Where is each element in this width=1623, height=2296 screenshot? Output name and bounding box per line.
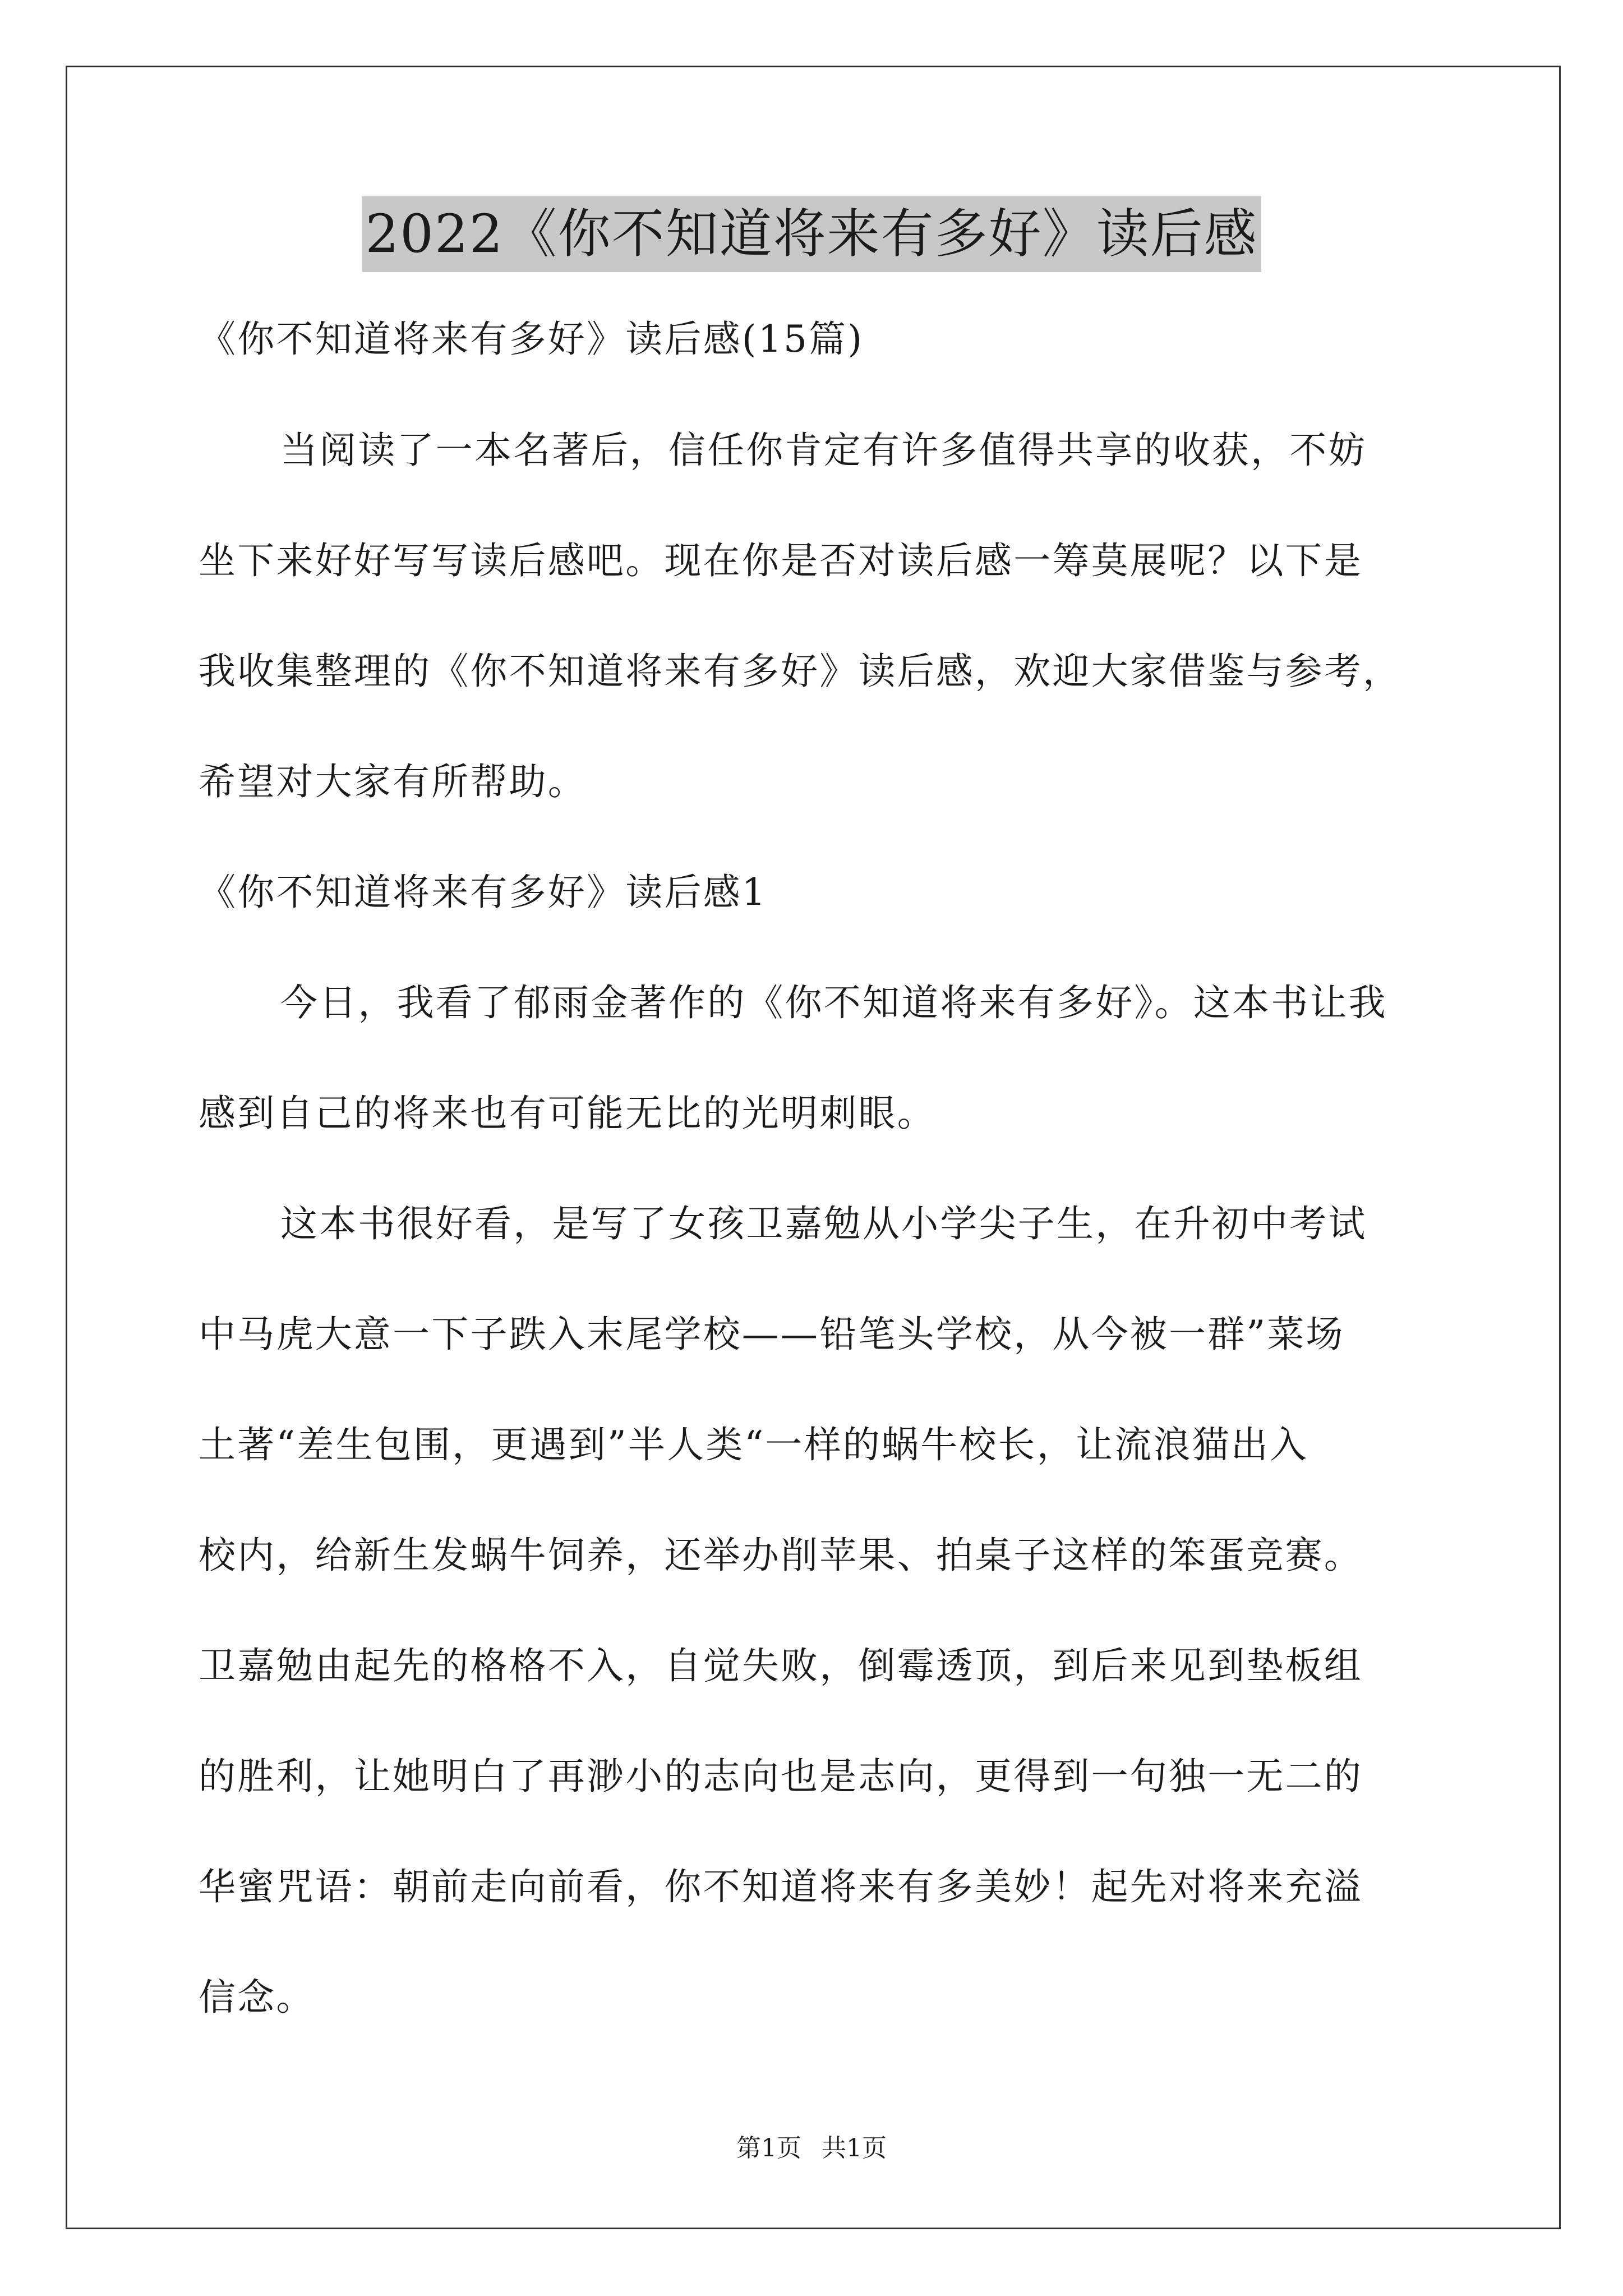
paragraph-line: 今日，我看了郁雨金著作的《你不知道将来有多好》。这本书让我: [280, 981, 1387, 1024]
paragraph-line: 卫嘉勉由起先的格格不入，自觉失败，倒霉透顶，到后来见到垫板组: [199, 1644, 1363, 1687]
paragraph-line: 华蜜咒语：朝前走向前看，你不知道将来有多美妙！起先对将来充溢: [199, 1865, 1363, 1908]
document-title: 2022《你不知道将来有多好》读后感: [362, 196, 1261, 272]
title-container: [0, 196, 1623, 272]
intro-line: 我收集整理的《你不知道将来有多好》读后感，欢迎大家借鉴与参考，: [199, 650, 1402, 693]
paragraph-line: 土著“差生包围，更遇到”半人类“一样的蜗牛校长，让流浪猫出入: [199, 1423, 1309, 1466]
page-number-current: 第1页: [736, 2134, 801, 2162]
paragraph-line: 感到自己的将来也有可能无比的光明刺眼。: [199, 1092, 936, 1135]
paragraph-line: 中马虎大意一下子跌入末尾学校——铅笔头学校，从今被一群”菜场: [199, 1313, 1345, 1356]
paragraph-line: 的胜利，让她明白了再渺小的志向也是志向，更得到一句独一无二的: [199, 1755, 1363, 1798]
document-subtitle: 《你不知道将来有多好》读后感(15篇): [199, 318, 864, 361]
paragraph-line: 校内，给新生发蜗牛饲养，还举办削苹果、拍桌子这样的笨蛋竞赛。: [199, 1534, 1363, 1577]
intro-line: 当阅读了一本名著后，信任你肯定有许多值得共享的收获，不妨: [280, 429, 1367, 472]
page-footer: [0, 2132, 1623, 2165]
paragraph-line: 这本书很好看，是写了女孩卫嘉勉从小学尖子生，在升初中考试: [280, 1202, 1367, 1245]
intro-line: 希望对大家有所帮助。: [199, 760, 587, 803]
paragraph-line: 信念。: [199, 1976, 315, 2019]
page-number-total: 共1页: [822, 2134, 887, 2162]
intro-line: 坐下来好好写写读后感吧。现在你是否对读后感一筹莫展呢？以下是: [199, 539, 1363, 582]
section-heading: 《你不知道将来有多好》读后感1: [199, 871, 767, 914]
